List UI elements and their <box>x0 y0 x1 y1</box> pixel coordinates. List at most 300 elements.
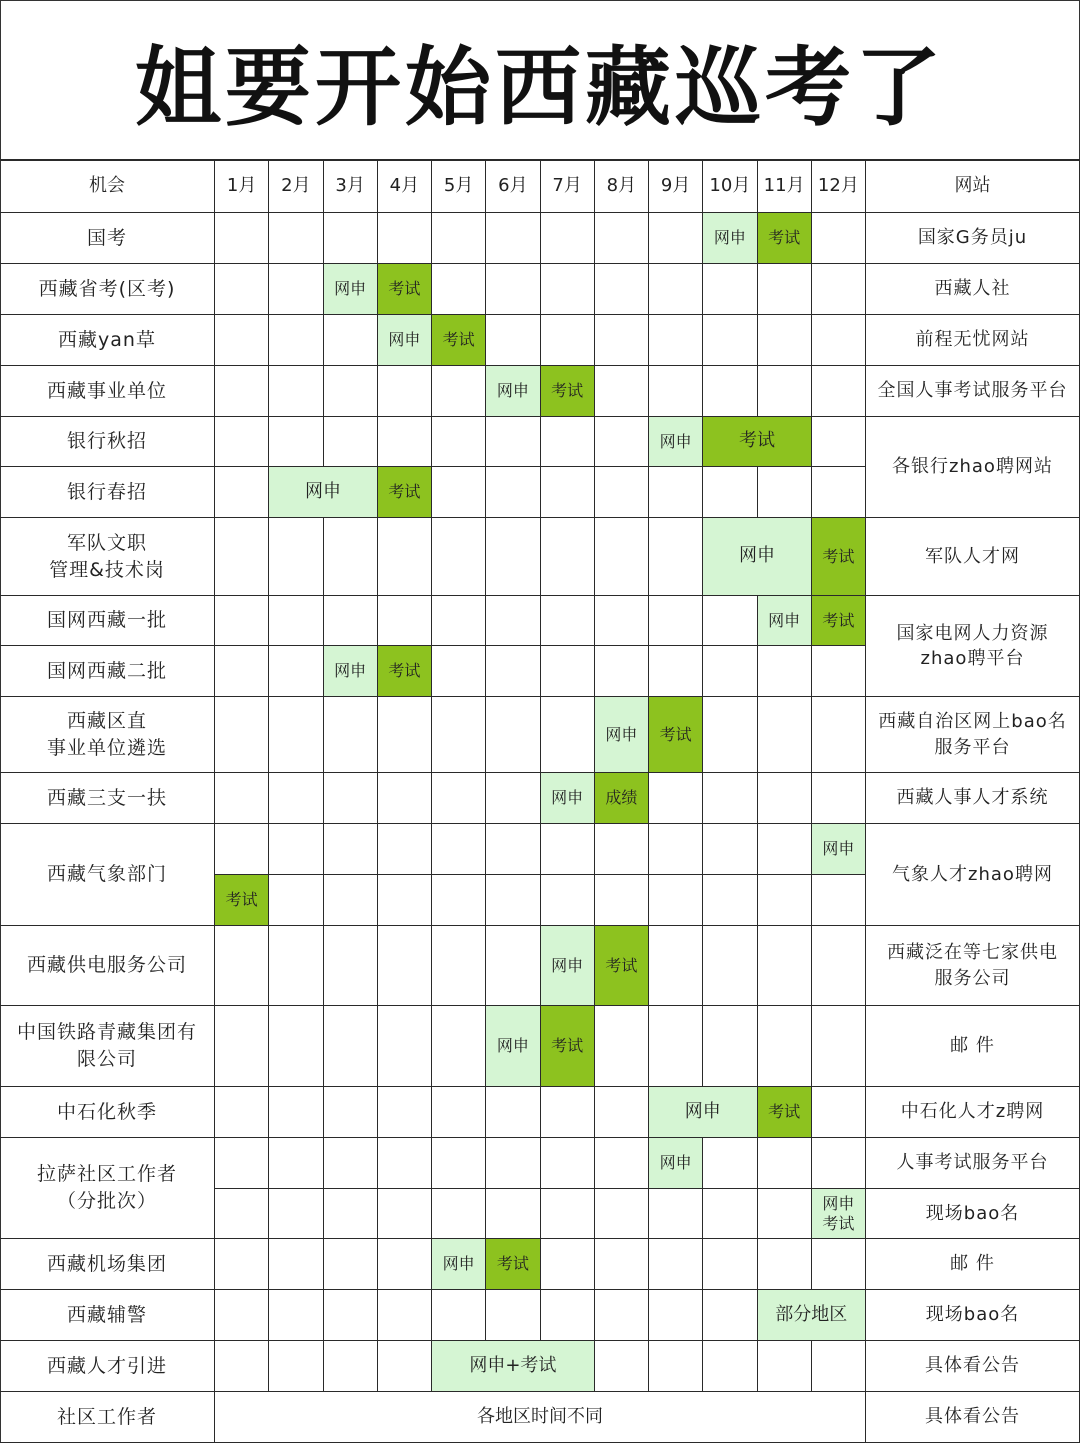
row-name: 西藏气象部门 <box>0 824 215 926</box>
empty-month-cell <box>812 315 866 366</box>
header-month: 8月 <box>595 160 649 213</box>
empty-month-cell <box>324 773 378 824</box>
empty-month-cell <box>812 875 866 926</box>
empty-month-cell <box>595 1341 649 1392</box>
apply-cell: 网申 <box>595 697 649 773</box>
apply-cell: 网申 <box>812 824 866 875</box>
empty-month-cell <box>541 518 595 596</box>
empty-month-cell <box>541 1290 595 1341</box>
empty-month-cell <box>758 697 812 773</box>
empty-month-cell <box>215 1341 269 1392</box>
apply-cell: 网申+考试 <box>432 1341 595 1392</box>
header-month: 1月 <box>215 160 269 213</box>
header-month: 5月 <box>432 160 486 213</box>
header-site: 网站 <box>866 160 1080 213</box>
empty-month-cell <box>486 1138 540 1189</box>
empty-month-cell <box>758 773 812 824</box>
empty-month-cell <box>758 646 812 697</box>
empty-month-cell <box>378 213 432 264</box>
empty-month-cell <box>432 926 486 1006</box>
row-site: 全国人事考试服务平台 <box>866 366 1080 417</box>
empty-month-cell <box>324 315 378 366</box>
empty-month-cell <box>269 875 323 926</box>
empty-month-cell <box>378 773 432 824</box>
row-name: 西藏人才引进 <box>0 1341 215 1392</box>
empty-month-cell <box>486 773 540 824</box>
empty-month-cell <box>269 824 323 875</box>
empty-month-cell <box>269 518 323 596</box>
empty-month-cell <box>541 315 595 366</box>
empty-month-cell <box>324 213 378 264</box>
exam-cell: 成绩 <box>595 773 649 824</box>
row-name: 西藏yan草 <box>0 315 215 366</box>
page-title: 姐要开始西藏巡考了 <box>135 38 945 138</box>
empty-month-cell <box>432 773 486 824</box>
row-name: 西藏供电服务公司 <box>0 926 215 1006</box>
empty-month-cell <box>432 467 486 518</box>
empty-month-cell <box>324 1087 378 1138</box>
empty-month-cell <box>649 773 703 824</box>
empty-month-cell <box>432 1087 486 1138</box>
empty-month-cell <box>541 697 595 773</box>
empty-month-cell <box>703 1290 757 1341</box>
empty-month-cell <box>486 824 540 875</box>
empty-month-cell <box>486 417 540 467</box>
empty-month-cell <box>324 1006 378 1087</box>
row-site: 邮 件 <box>866 1006 1080 1087</box>
empty-month-cell <box>432 366 486 417</box>
empty-month-cell <box>269 646 323 697</box>
empty-month-cell <box>758 926 812 1006</box>
empty-month-cell <box>324 875 378 926</box>
empty-month-cell <box>269 1087 323 1138</box>
empty-month-cell <box>703 1341 757 1392</box>
apply-cell: 网申 <box>324 646 378 697</box>
empty-month-cell <box>649 1239 703 1290</box>
apply-cell: 网申 <box>758 596 812 646</box>
empty-month-cell <box>703 1189 757 1239</box>
empty-month-cell <box>432 1138 486 1189</box>
exam-cell: 考试 <box>758 213 812 264</box>
empty-month-cell <box>486 1189 540 1239</box>
empty-month-cell <box>703 264 757 315</box>
empty-month-cell <box>432 417 486 467</box>
apply-cell: 网申 <box>541 926 595 1006</box>
empty-month-cell <box>269 926 323 1006</box>
empty-month-cell <box>378 697 432 773</box>
row-site: 西藏泛在等七家供电 服务公司 <box>866 926 1080 1006</box>
apply-cell: 网申 <box>649 417 703 467</box>
empty-month-cell <box>215 697 269 773</box>
empty-month-cell <box>703 697 757 773</box>
empty-month-cell <box>269 366 323 417</box>
empty-month-cell <box>812 264 866 315</box>
empty-month-cell <box>215 926 269 1006</box>
header-opportunity: 机会 <box>0 160 215 213</box>
empty-month-cell <box>324 1138 378 1189</box>
empty-month-cell <box>703 646 757 697</box>
empty-month-cell <box>215 1239 269 1290</box>
empty-month-cell <box>649 926 703 1006</box>
empty-month-cell <box>215 264 269 315</box>
empty-month-cell <box>541 1239 595 1290</box>
exam-cell: 考试 <box>703 417 812 467</box>
empty-month-cell <box>649 875 703 926</box>
empty-month-cell <box>758 1341 812 1392</box>
row-site: 前程无忧网站 <box>866 315 1080 366</box>
row-name: 军队文职 管理&技术岗 <box>0 518 215 596</box>
apply-cell: 网申 <box>541 773 595 824</box>
empty-month-cell <box>812 467 866 518</box>
empty-month-cell <box>215 315 269 366</box>
empty-month-cell <box>812 213 866 264</box>
row-site: 气象人才zhao聘网 <box>866 824 1080 926</box>
empty-month-cell <box>269 1341 323 1392</box>
header-month: 6月 <box>486 160 540 213</box>
empty-month-cell <box>269 417 323 467</box>
empty-month-cell <box>595 824 649 875</box>
empty-month-cell <box>432 646 486 697</box>
empty-month-cell <box>541 213 595 264</box>
empty-month-cell <box>215 213 269 264</box>
empty-month-cell <box>215 1087 269 1138</box>
row-name: 西藏省考(区考) <box>0 264 215 315</box>
row-site: 国家电网人力资源 zhao聘平台 <box>866 596 1080 697</box>
exam-cell: 考试 <box>812 518 866 596</box>
empty-month-cell <box>595 875 649 926</box>
empty-month-cell <box>595 467 649 518</box>
empty-month-cell <box>703 596 757 646</box>
empty-month-cell <box>703 824 757 875</box>
empty-month-cell <box>432 1006 486 1087</box>
apply-cell: 网申 <box>324 264 378 315</box>
empty-month-cell <box>215 646 269 697</box>
empty-month-cell <box>324 366 378 417</box>
row-site: 各银行zhao聘网站 <box>866 417 1080 518</box>
empty-month-cell <box>432 213 486 264</box>
empty-month-cell <box>269 315 323 366</box>
empty-month-cell <box>649 824 703 875</box>
empty-month-cell <box>812 1138 866 1189</box>
empty-month-cell <box>378 417 432 467</box>
empty-month-cell <box>378 1087 432 1138</box>
row-name: 中石化秋季 <box>0 1087 215 1138</box>
apply-cell: 网申 <box>269 467 378 518</box>
header-month: 9月 <box>649 160 703 213</box>
empty-month-cell <box>378 1239 432 1290</box>
row-name: 中国铁路青藏集团有 限公司 <box>0 1006 215 1087</box>
empty-month-cell <box>649 264 703 315</box>
row-site: 现场bao名 <box>866 1189 1080 1239</box>
empty-month-cell <box>378 1006 432 1087</box>
empty-month-cell <box>215 773 269 824</box>
exam-cell: 考试 <box>378 467 432 518</box>
empty-month-cell <box>812 1087 866 1138</box>
empty-month-cell <box>595 646 649 697</box>
empty-month-cell <box>215 467 269 518</box>
empty-month-cell <box>432 875 486 926</box>
empty-month-cell <box>324 824 378 875</box>
row-name: 银行秋招 <box>0 417 215 467</box>
empty-month-cell <box>649 1341 703 1392</box>
empty-month-cell <box>378 1290 432 1341</box>
empty-month-cell <box>486 518 540 596</box>
apply-cell: 网申 <box>378 315 432 366</box>
apply-cell: 网申 <box>703 213 757 264</box>
empty-month-cell <box>269 1138 323 1189</box>
empty-month-cell <box>649 1290 703 1341</box>
empty-month-cell <box>486 315 540 366</box>
empty-month-cell <box>595 1006 649 1087</box>
empty-month-cell <box>758 1006 812 1087</box>
header-month: 10月 <box>703 160 757 213</box>
apply-cell: 网申 <box>649 1087 758 1138</box>
empty-month-cell <box>758 1189 812 1239</box>
empty-month-cell <box>758 875 812 926</box>
empty-month-cell <box>486 467 540 518</box>
empty-month-cell <box>324 697 378 773</box>
exam-cell: 考试 <box>541 1006 595 1087</box>
empty-month-cell <box>595 1138 649 1189</box>
empty-month-cell <box>758 467 812 518</box>
empty-month-cell <box>595 596 649 646</box>
empty-month-cell <box>269 773 323 824</box>
empty-month-cell <box>595 1239 649 1290</box>
empty-month-cell <box>649 467 703 518</box>
row-site: 人事考试服务平台 <box>866 1138 1080 1189</box>
empty-month-cell <box>432 824 486 875</box>
apply-cell: 网申 <box>486 1006 540 1087</box>
empty-month-cell <box>432 518 486 596</box>
empty-month-cell <box>378 1189 432 1239</box>
empty-month-cell <box>324 596 378 646</box>
empty-month-cell <box>541 1087 595 1138</box>
empty-month-cell <box>378 596 432 646</box>
row-name: 西藏区直 事业单位遴选 <box>0 697 215 773</box>
empty-month-cell <box>758 1239 812 1290</box>
empty-month-cell <box>486 646 540 697</box>
empty-month-cell <box>649 596 703 646</box>
row-name: 社区工作者 <box>0 1392 215 1443</box>
empty-month-cell <box>378 1138 432 1189</box>
empty-month-cell <box>812 926 866 1006</box>
empty-month-cell <box>541 596 595 646</box>
empty-month-cell <box>269 1006 323 1087</box>
empty-month-cell <box>269 596 323 646</box>
empty-month-cell <box>486 1087 540 1138</box>
empty-month-cell <box>758 366 812 417</box>
empty-month-cell <box>269 1239 323 1290</box>
empty-month-cell <box>378 366 432 417</box>
empty-month-cell <box>324 417 378 467</box>
row-name: 拉萨社区工作者 （分批次） <box>0 1138 215 1239</box>
exam-cell: 考试 <box>541 366 595 417</box>
empty-month-cell <box>215 1006 269 1087</box>
empty-month-cell <box>595 366 649 417</box>
empty-month-cell <box>215 417 269 467</box>
empty-month-cell <box>758 315 812 366</box>
empty-month-cell <box>595 1087 649 1138</box>
apply-cell: 部分地区 <box>758 1290 867 1341</box>
exam-cell: 考试 <box>215 875 269 926</box>
exam-cell: 考试 <box>595 926 649 1006</box>
empty-month-cell <box>486 875 540 926</box>
empty-month-cell <box>324 1239 378 1290</box>
empty-month-cell <box>215 518 269 596</box>
empty-month-cell <box>269 1189 323 1239</box>
empty-month-cell <box>649 518 703 596</box>
exam-cell: 考试 <box>432 315 486 366</box>
empty-month-cell <box>703 1138 757 1189</box>
empty-month-cell <box>324 926 378 1006</box>
empty-month-cell <box>758 824 812 875</box>
empty-month-cell <box>812 1341 866 1392</box>
empty-month-cell <box>486 1290 540 1341</box>
apply-cell: 网申 <box>649 1138 703 1189</box>
exam-cell: 考试 <box>486 1239 540 1290</box>
empty-month-cell <box>812 417 866 467</box>
empty-month-cell <box>703 366 757 417</box>
empty-month-cell <box>324 518 378 596</box>
apply-cell: 网申 <box>432 1239 486 1290</box>
exam-cell: 考试 <box>812 596 866 646</box>
empty-month-cell <box>703 773 757 824</box>
row-name: 西藏辅警 <box>0 1290 215 1341</box>
row-site: 国家G务员ju <box>866 213 1080 264</box>
empty-month-cell <box>486 264 540 315</box>
empty-month-cell <box>649 1006 703 1087</box>
empty-month-cell <box>649 213 703 264</box>
empty-month-cell <box>378 824 432 875</box>
empty-month-cell <box>541 467 595 518</box>
empty-month-cell <box>541 1138 595 1189</box>
header-month: 11月 <box>758 160 812 213</box>
empty-month-cell <box>595 518 649 596</box>
header-month: 7月 <box>541 160 595 213</box>
empty-month-cell <box>703 315 757 366</box>
empty-month-cell <box>541 875 595 926</box>
apply-cell: 网申 考试 <box>812 1189 866 1239</box>
empty-month-cell <box>378 518 432 596</box>
empty-month-cell <box>215 366 269 417</box>
empty-month-cell <box>324 1290 378 1341</box>
empty-month-cell <box>432 264 486 315</box>
row-name: 西藏三支一扶 <box>0 773 215 824</box>
empty-month-cell <box>378 875 432 926</box>
empty-month-cell <box>595 315 649 366</box>
empty-month-cell <box>758 1138 812 1189</box>
empty-month-cell <box>432 1290 486 1341</box>
row-site: 军队人才网 <box>866 518 1080 596</box>
row-name: 西藏事业单位 <box>0 366 215 417</box>
empty-month-cell <box>486 213 540 264</box>
empty-month-cell <box>703 1239 757 1290</box>
empty-month-cell <box>595 417 649 467</box>
row-name: 西藏机场集团 <box>0 1239 215 1290</box>
row-site: 中石化人才z聘网 <box>866 1087 1080 1138</box>
empty-month-cell <box>215 1290 269 1341</box>
empty-month-cell <box>758 264 812 315</box>
header-month: 3月 <box>324 160 378 213</box>
row-site: 具体看公告 <box>866 1341 1080 1392</box>
row-site: 西藏自治区网上bao名 服务平台 <box>866 697 1080 773</box>
empty-month-cell <box>541 1189 595 1239</box>
empty-month-cell <box>486 926 540 1006</box>
empty-month-cell <box>812 1239 866 1290</box>
empty-month-cell <box>703 875 757 926</box>
row-site: 具体看公告 <box>866 1392 1080 1443</box>
exam-cell: 考试 <box>378 264 432 315</box>
row-site: 西藏人社 <box>866 264 1080 315</box>
empty-month-cell <box>703 467 757 518</box>
empty-month-cell <box>215 824 269 875</box>
empty-month-cell <box>595 213 649 264</box>
empty-month-cell <box>649 1189 703 1239</box>
exam-cell: 考试 <box>378 646 432 697</box>
row-name: 银行春招 <box>0 467 215 518</box>
empty-month-cell <box>269 264 323 315</box>
empty-month-cell <box>812 773 866 824</box>
empty-month-cell <box>812 697 866 773</box>
empty-month-cell <box>812 646 866 697</box>
exam-cell: 考试 <box>649 697 703 773</box>
header-month: 2月 <box>269 160 323 213</box>
empty-month-cell <box>378 926 432 1006</box>
empty-month-cell <box>324 1189 378 1239</box>
row-name: 国考 <box>0 213 215 264</box>
empty-month-cell <box>486 596 540 646</box>
header-month: 4月 <box>378 160 432 213</box>
row-name: 国网西藏一批 <box>0 596 215 646</box>
empty-month-cell <box>595 1290 649 1341</box>
empty-month-cell <box>432 596 486 646</box>
empty-month-cell <box>486 697 540 773</box>
empty-month-cell <box>703 1006 757 1087</box>
empty-month-cell <box>649 646 703 697</box>
empty-month-cell <box>812 366 866 417</box>
empty-month-cell <box>215 1138 269 1189</box>
row-site: 西藏人事人才系统 <box>866 773 1080 824</box>
row-site: 邮 件 <box>866 1239 1080 1290</box>
empty-month-cell <box>541 417 595 467</box>
empty-month-cell <box>595 264 649 315</box>
empty-month-cell <box>215 596 269 646</box>
empty-month-cell <box>432 1189 486 1239</box>
empty-month-cell <box>541 824 595 875</box>
empty-month-cell <box>269 1290 323 1341</box>
header-month: 12月 <box>812 160 866 213</box>
empty-month-cell <box>703 926 757 1006</box>
apply-cell: 网申 <box>486 366 540 417</box>
empty-month-cell <box>595 1189 649 1239</box>
empty-month-cell <box>541 646 595 697</box>
empty-month-cell <box>378 1341 432 1392</box>
empty-month-cell <box>649 315 703 366</box>
empty-month-cell <box>324 1341 378 1392</box>
exam-cell: 考试 <box>758 1087 812 1138</box>
empty-month-cell <box>541 264 595 315</box>
row-site: 现场bao名 <box>866 1290 1080 1341</box>
note-cell: 各地区时间不同 <box>215 1392 866 1443</box>
empty-month-cell <box>812 1006 866 1087</box>
empty-month-cell <box>269 213 323 264</box>
empty-month-cell <box>432 697 486 773</box>
apply-cell: 网申 <box>703 518 812 596</box>
empty-month-cell <box>269 697 323 773</box>
row-name: 国网西藏二批 <box>0 646 215 697</box>
empty-month-cell <box>215 1189 269 1239</box>
empty-month-cell <box>649 366 703 417</box>
